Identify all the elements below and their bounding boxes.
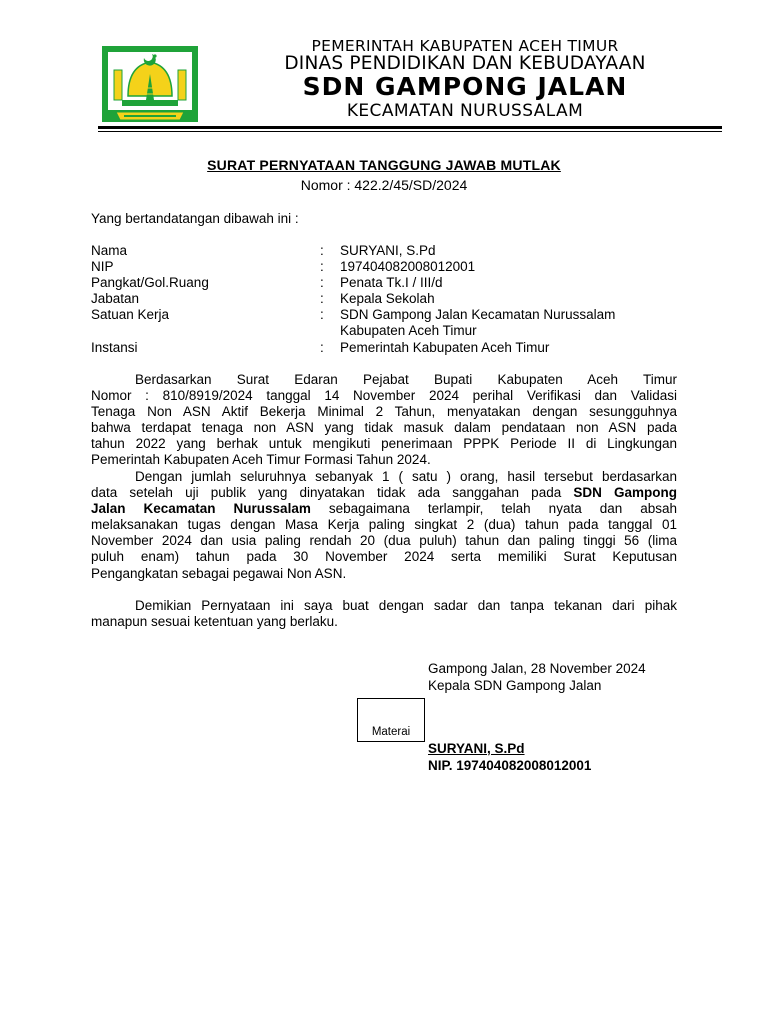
identity-label-pangkat: Pangkat/Gol.Ruang bbox=[91, 275, 209, 290]
identity-label-jabatan: Jabatan bbox=[91, 291, 140, 306]
signature-place-date: Gampong Jalan, 28 November 2024 bbox=[428, 661, 646, 676]
duty-stamp-label: Materai bbox=[371, 726, 411, 738]
district-name: KECAMATAN NURUSSALAM bbox=[346, 101, 584, 121]
paragraph-line bbox=[91, 501, 677, 517]
paragraph-line: bahwa terdapat tenaga non ASN yang tidak masuk dalam pendataan non ASN pada bbox=[91, 420, 677, 436]
school-name: SDN GAMPONG JALAN bbox=[302, 72, 628, 101]
paragraph-line: Pemerintah Kabupaten Aceh Timur Formasi Tahun 2024. bbox=[91, 452, 431, 468]
signature-position: Kepala SDN Gampong Jalan bbox=[428, 678, 602, 693]
identity-label-nip: NIP bbox=[91, 259, 114, 274]
government-name: PEMERINTAH KABUPATEN ACEH TIMUR bbox=[311, 37, 619, 55]
identity-value-pangkat: Penata Tk.I / III/d bbox=[340, 275, 443, 290]
school-name-emphasis: SDN Gampong bbox=[573, 485, 677, 501]
paragraph-basis bbox=[91, 372, 677, 469]
letterhead-thick-rule bbox=[98, 126, 722, 129]
identity-label-nama: Nama bbox=[91, 243, 128, 258]
paragraph-statement bbox=[91, 469, 677, 582]
identity-colon: : bbox=[320, 340, 324, 355]
identity-label-satuan-kerja: Satuan Kerja bbox=[91, 307, 170, 322]
paragraph-line: puluh enam) tahun pada 30 November 2024 serta memiliki Surat Keputusan bbox=[91, 549, 677, 565]
paragraph-line: manapun sesuai ketentuan yang berlaku. bbox=[91, 614, 338, 630]
duty-stamp-box bbox=[357, 698, 425, 742]
paragraph-line: melaksanakan tugas dengan Masa Kerja paling singkat 2 (dua) tahun pada tanggal 01 bbox=[91, 517, 677, 533]
paragraph-line: Nomor : 810/8919/2024 tanggal 14 November 2024 perihal Verifikasi dan Validasi bbox=[91, 388, 677, 404]
identity-label-instansi: Instansi bbox=[91, 340, 138, 355]
identity-value-satuan-kerja-line2: Kabupaten Aceh Timur bbox=[340, 323, 477, 338]
identity-value-satuan-kerja: SDN Gampong Jalan Kecamatan Nurussalam bbox=[340, 307, 616, 322]
identity-value-nama: SURYANI, S.Pd bbox=[340, 243, 436, 258]
letterhead-thin-rule bbox=[98, 131, 722, 132]
identity-colon: : bbox=[320, 259, 324, 274]
identity-colon: : bbox=[320, 291, 324, 306]
paragraph-line: Pengangkatan sebagai pegawai Non ASN. bbox=[91, 565, 347, 581]
identity-value-nip: 197404082008012001 bbox=[340, 259, 476, 274]
paragraph-line: November 2024 dan usia paling rendah 20 (dua puluh) tahun dan paling tinggi 56 (lima bbox=[91, 533, 677, 549]
paragraph-text: sebagaimana terlampir, telah nyata dan absah bbox=[310, 501, 677, 517]
regency-emblem-icon bbox=[100, 44, 200, 124]
paragraph-line: Dengan jumlah seluruhnya sebanyak 1 ( satu ) orang, hasil tersebut berdasarkan bbox=[135, 469, 677, 484]
paragraph-line: Berdasarkan Surat Edaran Pejabat Bupati Kabupaten Aceh Timur bbox=[135, 372, 677, 387]
identity-colon: : bbox=[320, 307, 324, 322]
identity-colon: : bbox=[320, 243, 324, 258]
paragraph-line bbox=[91, 485, 677, 501]
paragraph-text: data setelah uji publik yang dinyatakan tidak ada sanggahan pada bbox=[91, 485, 574, 501]
signatory-nip: NIP. 197404082008012001 bbox=[428, 758, 592, 773]
letter-title: SURAT PERNYATAAN TANGGUNG JAWAB MUTLAK bbox=[207, 157, 561, 173]
identity-colon: : bbox=[320, 275, 324, 290]
paragraph-line: Tenaga Non ASN Aktif Bekerja Minimal 2 Tahun, menyatakan dengan sesungguhnya bbox=[91, 404, 677, 420]
identity-value-instansi: Pemerintah Kabupaten Aceh Timur bbox=[340, 340, 550, 355]
paragraph-line: Demikian Pernyataan ini saya buat dengan sadar dan tanpa tekanan dari pihak bbox=[135, 598, 677, 613]
identity-value-jabatan: Kepala Sekolah bbox=[340, 291, 435, 306]
letter-number: Nomor : 422.2/45/SD/2024 bbox=[300, 177, 468, 193]
intro-text: Yang bertandatangan dibawah ini : bbox=[91, 211, 299, 226]
paragraph-closing bbox=[91, 598, 677, 630]
school-name-emphasis: Jalan Kecamatan Nurussalam bbox=[91, 501, 311, 517]
department-name: DINAS PENDIDIKAN DAN KEBUDAYAAN bbox=[284, 53, 646, 74]
signatory-name: SURYANI, S.Pd bbox=[428, 741, 525, 756]
paragraph-line: tahun 2022 yang berhak untuk mengikuti penerimaan PPPK Periode II di Lingkungan bbox=[91, 436, 677, 452]
